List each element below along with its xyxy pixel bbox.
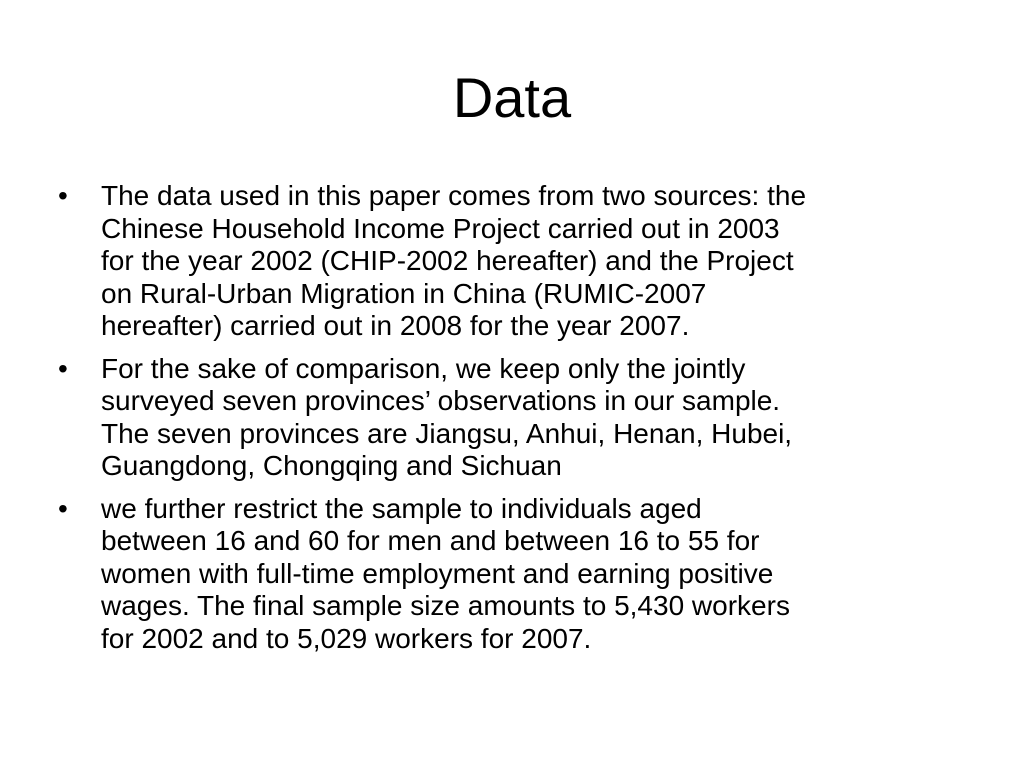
bullet-text-line: between 16 and 60 for men and between 16 to 55 for xyxy=(101,525,760,556)
bullet-text-line: The data used in this paper comes from two sources: the xyxy=(101,180,807,211)
bullet-text-line: we further restrict the sample to individuals aged xyxy=(101,492,702,524)
bullet-text-line: For the sake of comparison, we keep only the jointly xyxy=(101,352,746,384)
bullet-list xyxy=(58,180,978,665)
bullet-icon: • xyxy=(58,180,68,211)
bullet-text-line: on Rural-Urban Migration in China (RUMIC-2007 xyxy=(101,277,707,309)
bullet-text-line: hereafter) carried out in 2008 for the year 2007. xyxy=(101,310,690,341)
bullet-icon: • xyxy=(58,352,68,384)
bullet-item-sample-restriction xyxy=(58,493,978,656)
bullet-text-line: women with full-time employment and earning positive xyxy=(101,557,774,589)
bullet-text-line: wages. The final sample size amounts to 5,430 workers xyxy=(101,590,790,621)
bullet-text-line: Guangdong, Chongqing and Sichuan xyxy=(101,450,562,481)
bullet-item-data-sources xyxy=(58,180,978,343)
slide-title: Data xyxy=(452,66,572,129)
bullet-text-line: The seven provinces are Jiangsu, Anhui, Henan, Hubei, xyxy=(101,417,793,449)
bullet-text-line: surveyed seven provinces’ observations in our sample. xyxy=(101,385,781,416)
bullet-text-line: for the year 2002 (CHIP-2002 hereafter) and the Project xyxy=(101,245,794,276)
bullet-item-provinces xyxy=(58,353,978,483)
bullet-icon: • xyxy=(58,492,68,524)
bullet-text-line: Chinese Household Income Project carried out in 2003 xyxy=(101,212,780,244)
bullet-text-line: for 2002 and to 5,029 workers for 2007. xyxy=(101,622,592,654)
